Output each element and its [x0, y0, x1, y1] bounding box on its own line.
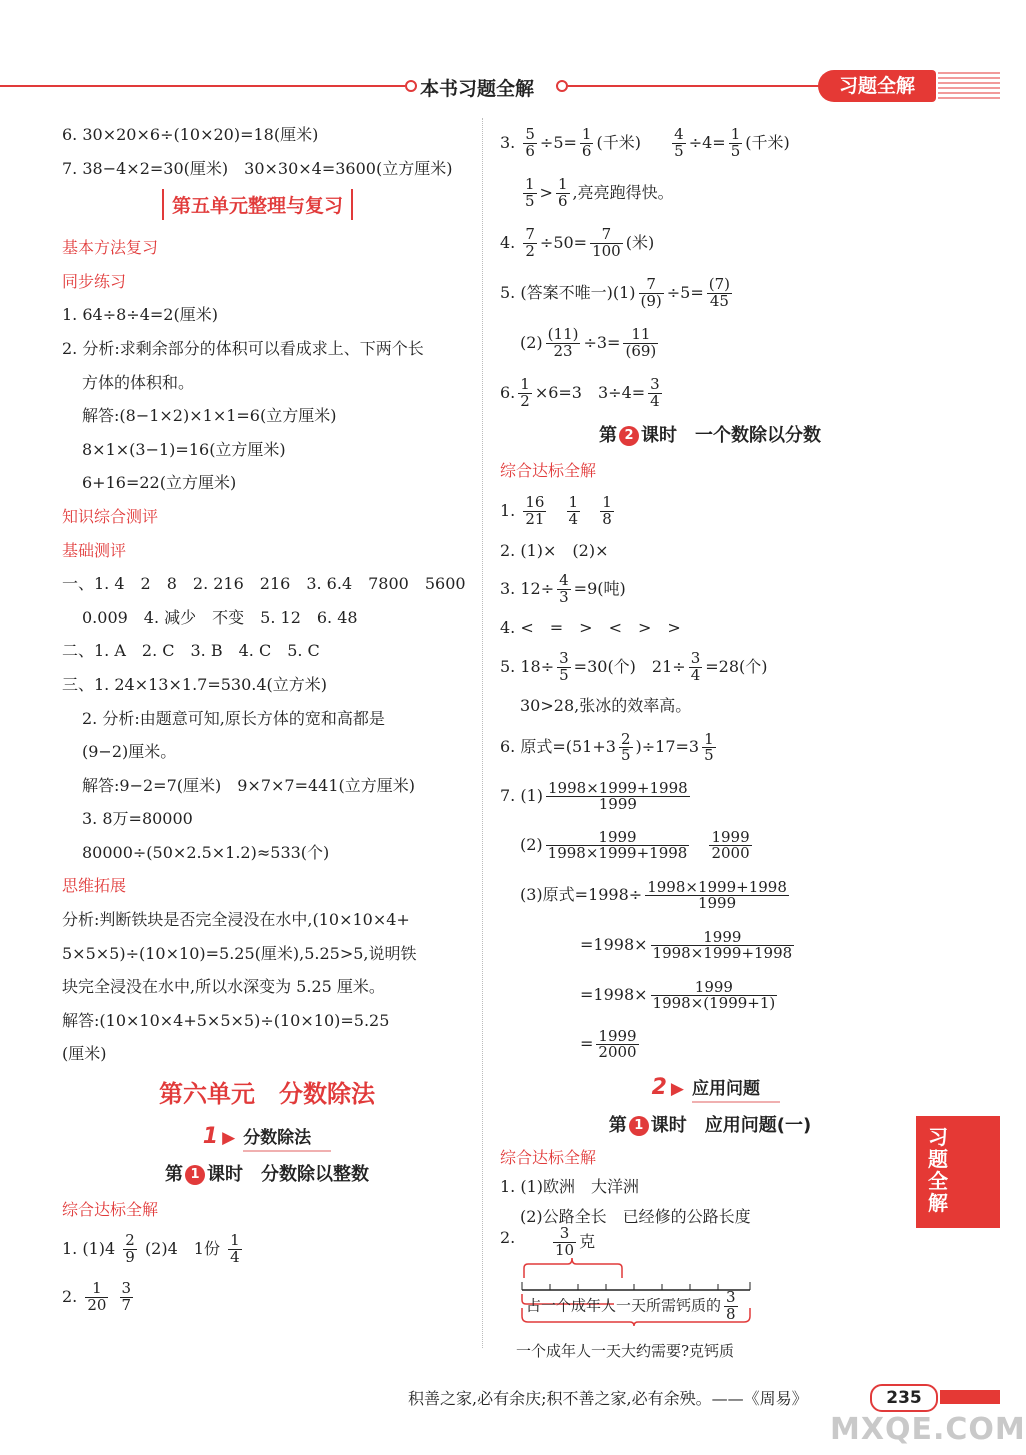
fraction: $\frac{4}{5}$ [674, 125, 684, 160]
answer-line: 2. (1)× (2)× [500, 540, 609, 560]
header-rule-right [568, 85, 820, 87]
answer-text: 5. (答案不唯一)(1) [500, 283, 636, 302]
answer-text: (千米) [596, 133, 641, 152]
section-label: 思维拓展 [62, 876, 127, 896]
fraction: $\frac{1}{20}$ [87, 1278, 107, 1314]
section-label: 综合达标全解 [500, 461, 597, 480]
answer-line [500, 722, 920, 772]
answer-line [500, 970, 920, 1020]
answer-text: ,亮亮跑得快。 [572, 183, 674, 202]
answer-text: (2)4 1份 [144, 1238, 220, 1258]
fraction: $\frac{1999}{2000}$ [598, 1026, 637, 1062]
answer-text: (3)原式=1998÷ [520, 885, 643, 905]
answer-line: 分析:判断铁块是否完全浸没在水中,(10×10×4+ [62, 910, 410, 930]
answer-line: 7. 38−4×2=30(厘米) 30×30×4=3600(立方厘米) [62, 158, 453, 178]
fraction: $\frac{1999}{1998\times 1999+1998}$ [652, 927, 793, 963]
answer-text: )÷17=3 [635, 737, 700, 757]
diagram-part-label [526, 1290, 741, 1323]
lesson-heading [500, 418, 920, 454]
fraction: $\frac{11}{(69)}$ [625, 325, 657, 360]
section-title: 分数除法 [243, 1128, 331, 1152]
section-label: 基础测评 [62, 540, 127, 560]
line-segment-diagram [500, 1224, 920, 1361]
answer-line [500, 118, 920, 168]
answer-text: 7. (1) [500, 786, 544, 806]
answer-text: 5. 18÷ [500, 656, 555, 676]
lesson-number-badge: 2 [619, 426, 639, 446]
page-header [0, 60, 1000, 110]
unit5-title: 第五单元整理与复习 [162, 189, 353, 220]
header-badge: 习题全解 [818, 70, 936, 102]
answer-text: =1998× [580, 935, 648, 955]
fraction: $\frac{1999}{2000}$ [711, 827, 750, 863]
answer-line: 2. 分析:由题意可知,原长方体的宽和高都是 [82, 708, 385, 728]
lesson-prefix: 第 [599, 425, 617, 446]
answer-line: 0.009 4. 减少 不变 5. 12 6. 48 [82, 607, 358, 627]
answer-line: 解答:9−2=7(厘米) 9×7×7=441(立方厘米) [82, 775, 416, 795]
answer-line [500, 645, 920, 689]
answer-text: ÷50= [539, 233, 588, 252]
fraction: $\frac{7}{2}$ [525, 225, 535, 260]
section-label: 同步练习 [62, 271, 127, 291]
answer-line: 8×1×(3−1)=16(立方厘米) [82, 439, 286, 459]
answer-text: (米) [625, 233, 655, 252]
fraction: $\frac{3}{4}$ [650, 375, 660, 410]
fraction: $\frac{7}{(9)}$ [640, 275, 662, 310]
section-number: 1 [202, 1124, 219, 1150]
fraction: $\frac{1998\times 1999+1998}{1999}$ [548, 778, 688, 814]
lesson-heading [62, 1157, 472, 1193]
left-column [62, 118, 472, 1323]
answer-line: 解答:(10×10×4+5×5×5)÷(10×10)=5.25 [62, 1010, 390, 1030]
answer-line [500, 567, 920, 611]
answer-text: =30(个) 21÷ [573, 656, 686, 676]
answer-text: ×6=3 3÷4= [534, 383, 646, 402]
lesson-heading [500, 1108, 920, 1144]
lesson-title: 课时 分数除以整数 [207, 1164, 369, 1186]
answer-text: 6. 原式=(51+3 [500, 737, 616, 757]
answer-line [500, 820, 920, 870]
answer-line [62, 1227, 472, 1271]
fraction: $\frac{3}{8}$ [726, 1288, 736, 1324]
fraction: $\frac{2}{9}$ [125, 1230, 135, 1266]
fraction: $\frac{1}{6}$ [557, 175, 568, 210]
section-heading-application [500, 1068, 920, 1108]
header-rule-left [0, 85, 405, 87]
footer-quote: 积善之家,必有余庆;积不善之家,必有余殃。——《周易》 [408, 1389, 808, 1408]
answer-text: 1. [500, 500, 516, 520]
answer-text: 2. [500, 1228, 516, 1248]
section-label: 综合达标全解 [500, 1148, 597, 1168]
answer-text: ÷4= [688, 133, 726, 152]
answer-line: 5×5×5)÷(10×10)=5.25(厘米),5.25>5,说明铁 [62, 943, 417, 963]
answer-line: 二、1. A 2. C 3. B 4. C 5. C [62, 641, 320, 661]
answer-line [500, 488, 920, 534]
answer-line: (厘米) [62, 1044, 107, 1064]
fraction: $\frac{3}{10}$ [555, 1224, 575, 1260]
answer-text: (2) [520, 835, 543, 855]
unit5-title-row [62, 185, 472, 231]
answer-text: 1. (1)4 [62, 1238, 116, 1258]
answer-text: = [580, 1034, 594, 1054]
fraction: $\frac{1}{5}$ [704, 729, 714, 765]
answer-text: > [539, 183, 553, 202]
answer-text: ÷5= [539, 133, 577, 152]
fraction: $\frac{1}{5}$ [730, 125, 741, 160]
section-label: 综合达标全解 [62, 1200, 159, 1220]
diagram-whole-label: 一个成年人一天大约需要?克钙质 [516, 1342, 735, 1361]
section-label: 知识综合测评 [62, 506, 159, 526]
section-label: 基本方法复习 [62, 238, 159, 258]
section-title: 应用问题 [692, 1079, 780, 1103]
answer-line [500, 368, 920, 418]
answer-line: 6+16=22(立方厘米) [82, 473, 237, 493]
fraction: $\frac{16}{21}$ [525, 492, 545, 528]
answer-line [500, 318, 920, 368]
fraction: $\frac{(11)}{23}$ [547, 325, 579, 360]
fraction: $\frac{1}{4}$ [568, 492, 579, 528]
answer-text: =28(个) [705, 656, 768, 676]
section-heading-fraction-division [62, 1117, 472, 1157]
fraction: $\frac{1999}{1998\times(1999+1)}$ [652, 977, 776, 1013]
fraction: $\frac{1}{4}$ [230, 1230, 240, 1266]
header-dot-right [556, 80, 568, 92]
fraction: $\frac{3}{7}$ [121, 1278, 132, 1314]
chevron-right-icon: ▶ [222, 1128, 236, 1149]
answer-text: ÷3= [583, 333, 621, 352]
answer-text: =1998× [580, 985, 648, 1005]
unit-text: 克 [579, 1232, 596, 1252]
header-dot-left [405, 80, 417, 92]
side-tab [916, 1116, 1000, 1228]
answer-text: 4. [500, 233, 516, 252]
lesson-number-badge: 1 [185, 1165, 205, 1185]
fraction: $\frac{1}{2}$ [520, 375, 530, 410]
answer-line: 1. (1)欧洲 大洋洲 [500, 1177, 640, 1197]
fraction: $\frac{1}{8}$ [602, 492, 612, 528]
answer-line [500, 1020, 920, 1068]
answer-line: 4. < = > < > > [500, 618, 681, 638]
answer-text: 6. [500, 383, 516, 402]
answer-text: 3. 12÷ [500, 579, 555, 599]
fraction: $\frac{7}{100}$ [592, 225, 621, 260]
answer-text: =9(吨) [573, 579, 626, 599]
answer-line [500, 168, 920, 218]
answer-line: 块完全浸没在水中,所以水深变为 5.25 厘米。 [62, 977, 385, 997]
chevron-right-icon: ▶ [670, 1079, 684, 1100]
answer-line [62, 1271, 472, 1323]
page-number: 235 [870, 1384, 938, 1412]
answer-line: (9−2)厘米。 [82, 742, 177, 762]
lesson-prefix: 第 [608, 1115, 627, 1137]
answer-line [500, 920, 920, 970]
answer-line: 一、1. 4 2 8 2. 216 216 3. 6.4 7800 5600 [62, 574, 466, 594]
column-divider [482, 118, 483, 1348]
answer-line: 3. 8万=80000 [82, 809, 193, 829]
section-number: 2 [651, 1075, 667, 1101]
answer-text: 3. [500, 133, 516, 152]
right-column [500, 118, 920, 1361]
answer-line [500, 268, 920, 318]
lesson-title: 课时 一个数除以分数 [641, 425, 821, 446]
fraction: $\frac{3}{4}$ [690, 649, 701, 684]
answer-line: 方体的体积和。 [82, 372, 195, 392]
answer-line: (2)公路全长 已经修的公路长度 [520, 1207, 751, 1227]
answer-line: 解答:(8−1×2)×1×1=6(立方厘米) [82, 406, 337, 426]
fraction: $\frac{2}{5}$ [620, 729, 631, 765]
fraction: $\frac{(7)}{45}$ [708, 275, 731, 310]
unit6-title: 第六单元 分数除法 [159, 1079, 375, 1109]
fraction: $\frac{1998\times 1999+1998}{1999}$ [647, 877, 787, 913]
label-text: 占一个成年人一天所需钙质的 [526, 1296, 722, 1315]
answer-text: ÷5= [666, 283, 704, 302]
answer-line: 30>28,张冰的效率高。 [520, 695, 692, 715]
fraction: $\frac{3}{5}$ [559, 649, 569, 684]
fraction: $\frac{1}{5}$ [525, 175, 535, 210]
answer-text: (2) [520, 333, 543, 352]
fraction: $\frac{4}{3}$ [559, 571, 569, 607]
lesson-title: 课时 应用问题(一) [650, 1115, 812, 1137]
watermark: MXQE.COM [830, 1412, 1026, 1447]
fraction: $\frac{1999}{1998\times 1999+1998}$ [547, 827, 688, 863]
lesson-prefix: 第 [165, 1164, 183, 1186]
answer-line [500, 218, 920, 268]
side-tab-label: 习题全解 [928, 1125, 948, 1215]
fraction: $\frac{5}{6}$ [525, 125, 535, 160]
answer-line: 2. 分析:求剩余部分的体积可以看成求上、下两个长 [62, 338, 424, 358]
header-stripes [938, 72, 1000, 100]
answer-text: (千米) [745, 133, 790, 152]
answer-line: 6. 30×20×6÷(10×20)=18(厘米) [62, 125, 319, 144]
fraction: $\frac{1}{6}$ [581, 125, 592, 160]
answer-line: 80000÷(50×2.5×1.2)≈533(个) [82, 842, 330, 862]
answer-line [500, 772, 920, 820]
answer-text: 2. [62, 1286, 78, 1306]
header-title: 本书习题全解 [420, 78, 535, 100]
answer-line: 1. 64÷8÷4=2(厘米) [62, 305, 218, 325]
answer-line: 三、1. 24×13×1.7=530.4(立方米) [62, 674, 328, 694]
lesson-number-badge: 1 [629, 1116, 649, 1136]
answer-line [500, 870, 920, 920]
footer-stripe [940, 1390, 1000, 1404]
